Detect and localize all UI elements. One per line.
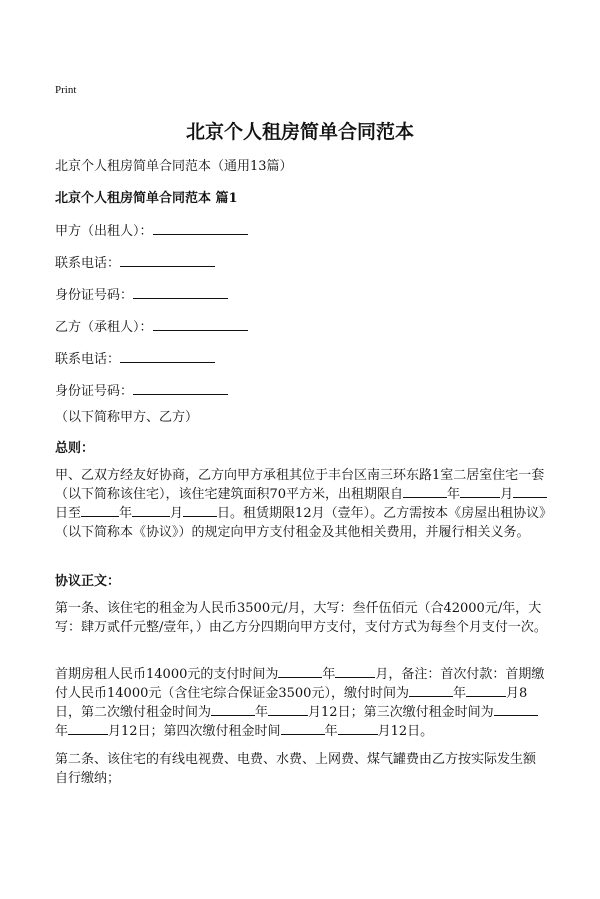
text-run: 年: [452, 686, 466, 701]
article-1: 第一条、该住宅的租金为人民币3500元/月，大写：叁仟伍佰元（合42000元/年，大写：肆万贰仟元整/壹年，）由乙方分四期向甲方支付，支付方式为每叁个月支付一次。: [55, 601, 547, 635]
abbreviation-note: （以下简称甲方、乙方）: [55, 410, 199, 425]
text-run: 月12日；第四次缴付租金时间: [108, 724, 281, 739]
fill-blank: [278, 665, 322, 678]
text-run: 月12日；第三次缴付租金时间为: [308, 705, 494, 720]
fill-blank: [81, 504, 119, 517]
field-label: 身份证号码：: [55, 288, 134, 303]
fill-blank: [183, 504, 217, 517]
field-label: 联系电话：: [55, 352, 121, 367]
fill-blank: [120, 350, 215, 363]
text-run: 年: [119, 506, 133, 521]
fill-blank: [268, 703, 308, 716]
fill-blank: [281, 722, 325, 735]
field-id-b: [55, 380, 228, 399]
print-label: Print: [55, 84, 77, 96]
fill-blank: [211, 703, 255, 716]
article-2: 第二条、该住宅的有线电视费、电费、水费、上网费、煤气罐费由乙方按实际发生额自行缴纳；: [55, 752, 537, 786]
fill-blank: [120, 254, 215, 267]
field-phone-b: [55, 348, 215, 367]
fill-blank: [153, 222, 248, 235]
section-title: 北京个人租房简单合同范本 篇1: [55, 191, 238, 206]
text-run: 年: [322, 667, 336, 682]
fill-blank: [460, 485, 500, 498]
text-run: 年: [324, 724, 338, 739]
field-id-a: [55, 284, 228, 303]
text-run: 月，备注：首次付款：首期缴付人民币14000元（含住宅综合保证金3500元），缴付时间为: [55, 667, 545, 701]
text-run: 年: [447, 487, 461, 502]
field-phone-a: [55, 252, 215, 271]
text-run: 日至: [55, 506, 82, 521]
text-run: 年: [55, 724, 69, 739]
fill-blank: [494, 703, 538, 716]
fill-blank: [68, 722, 108, 735]
field-party-b: [55, 316, 248, 335]
fill-blank: [133, 382, 228, 395]
fill-blank: [338, 722, 378, 735]
payment-schedule-paragraph: [55, 665, 548, 741]
fill-blank: [133, 286, 228, 299]
field-label: 身份证号码：: [55, 384, 134, 399]
text-run: 月12日。: [377, 724, 434, 739]
text-run: 月8日，第二次缴付租金时间为: [55, 686, 528, 720]
fill-blank: [409, 684, 453, 697]
document-subtitle: 北京个人租房简单合同范本（通用13篇）: [55, 159, 293, 174]
fill-blank: [403, 485, 447, 498]
text-run: 月: [500, 487, 514, 502]
fill-blank: [335, 665, 375, 678]
document-title: 北京个人租房简单合同范本: [185, 121, 414, 143]
field-party-a: [55, 220, 248, 239]
text-run: 首期房租人民币14000元的支付时间为: [55, 667, 279, 682]
field-label: 乙方（承租人）：: [55, 320, 153, 335]
text-run: 甲、乙双方经友好协商，乙方向甲方承租其位于丰台区南三环东路1室二居室住宅一套（以下简称该住宅），该住宅建筑面积70平方米，出租期限自: [55, 468, 545, 502]
text-run: 日。租赁期限12月（壹年）。乙方需按本《房屋出租协议》（以下简称本《协议》）的规定向甲方支付租金及其他相关费用，并履行相关义务。: [55, 506, 546, 540]
fill-blank: [466, 684, 506, 697]
text-run: 月: [170, 506, 184, 521]
general-paragraph: [55, 466, 548, 542]
field-label: 甲方（出租人）：: [55, 224, 153, 239]
fill-blank: [132, 504, 170, 517]
general-heading: 总则：: [55, 441, 95, 456]
field-label: 联系电话：: [55, 256, 121, 271]
agreement-heading: 协议正文：: [55, 574, 121, 589]
fill-blank: [153, 318, 248, 331]
text-run: 年: [255, 705, 269, 720]
fill-blank: [513, 485, 547, 498]
